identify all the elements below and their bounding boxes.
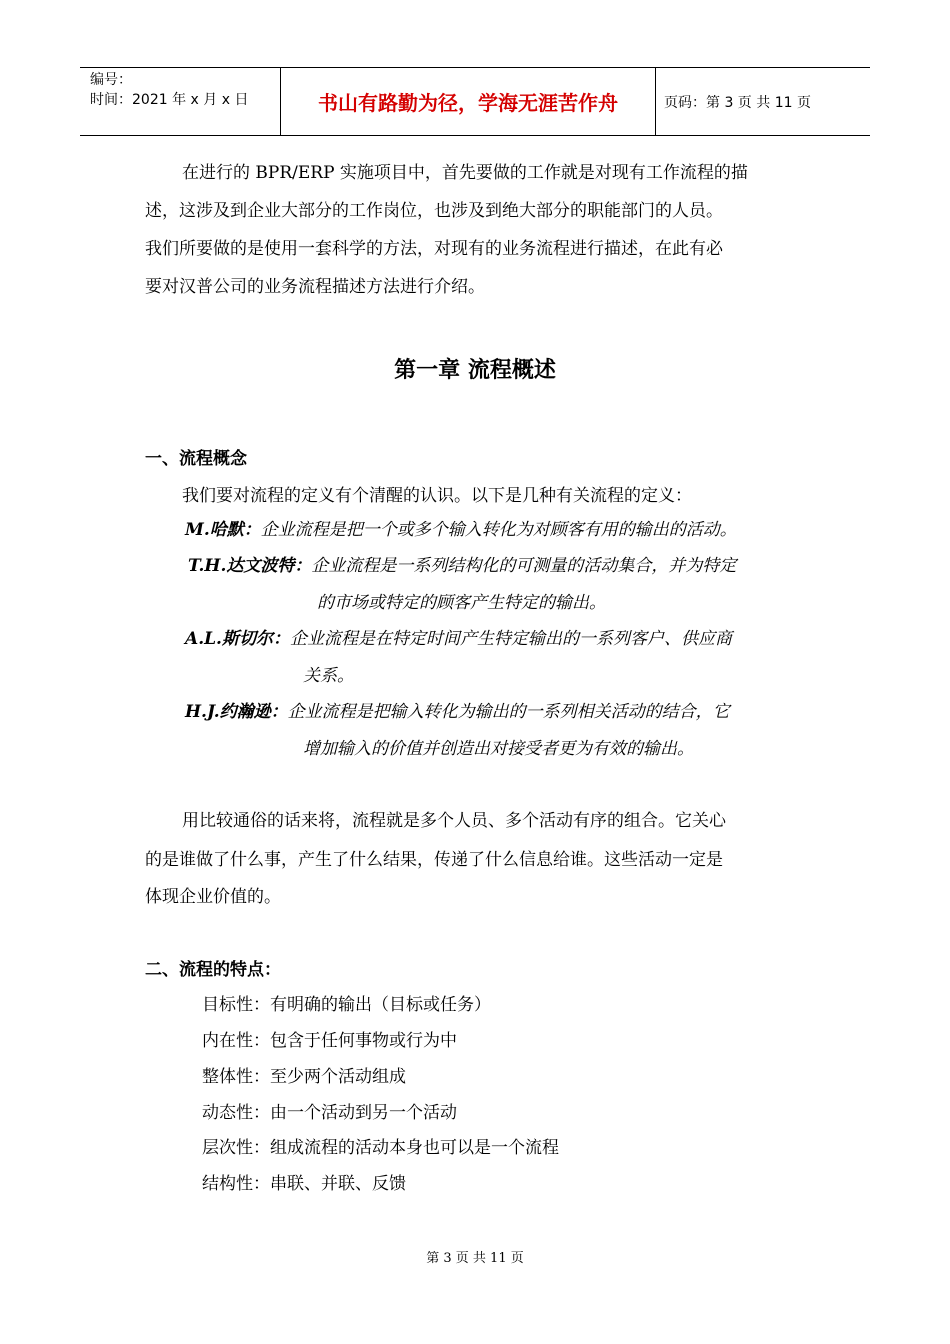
definition-author: A.L.斯切尔： [185, 629, 290, 649]
definition-davenport [188, 551, 736, 576]
section-heading: 二、流程的特点： [145, 960, 281, 980]
number-label: 编号： [90, 72, 132, 88]
definition-author: T.H.达文波特： [188, 556, 312, 576]
header-motto: 书山有路勤为径，学海无涯苦作舟 [281, 68, 656, 135]
intro-line: 在进行的 BPR/ERP 实施项目中，首先要做的工作就是对现有工作流程的描 [182, 163, 748, 183]
feature-item: 目标性：有明确的输出（目标或任务） [202, 995, 491, 1015]
feature-item: 整体性：至少两个活动组成 [202, 1067, 406, 1087]
definition-text: 关系。 [303, 666, 354, 686]
definition-johansson [185, 697, 730, 722]
summary-line: 体现企业价值的。 [145, 887, 281, 907]
section-heading: 一、流程概念 [145, 449, 247, 469]
date-label: 时间：2021 年 x 月 x 日 [90, 92, 249, 108]
definition-text: 企业流程是把一个或多个输入转化为对顾客有用的输出的活动。 [260, 520, 737, 540]
definition-text: 企业流程是一系列结构化的可测量的活动集合，并为特定 [311, 556, 737, 576]
intro-line: 述，这涉及到企业大部分的工作岗位，也涉及到绝大部分的职能部门的人员。 [145, 201, 723, 221]
definition-author: H.J.约瀚逊： [185, 702, 288, 722]
feature-item: 内在性：包含于任何事物或行为中 [202, 1031, 457, 1051]
definition-text: 企业流程是把输入转化为输出的一系列相关活动的结合，它 [287, 702, 730, 722]
page-footer: 第 3 页 共 11 页 [426, 1251, 524, 1266]
definition-text: 企业流程是在特定时间产生特定输出的一系列客户、供应商 [289, 629, 732, 649]
summary-line: 用比较通俗的话来将，流程就是多个人员、多个活动有序的组合。它关心 [182, 811, 726, 831]
definition-text: 的市场或特定的顾客产生特定的输出。 [317, 593, 606, 613]
page-header [80, 67, 870, 136]
definition-hammer [185, 515, 737, 540]
intro-line: 要对汉普公司的业务流程描述方法进行介绍。 [145, 277, 485, 297]
header-meta [80, 68, 281, 135]
chapter-title: 第一章 流程概述 [394, 358, 556, 383]
feature-item: 动态性：由一个活动到另一个活动 [202, 1103, 457, 1123]
definition-scherr [185, 624, 732, 649]
intro-line: 我们所要做的是使用一套科学的方法，对现有的业务流程进行描述，在此有必 [145, 239, 723, 259]
section-lead: 我们要对流程的定义有个清醒的认识。以下是几种有关流程的定义： [182, 486, 692, 506]
feature-item: 层次性：组成流程的活动本身也可以是一个流程 [202, 1138, 559, 1158]
definition-text: 增加输入的价值并创造出对接受者更为有效的输出。 [303, 739, 694, 759]
definition-author: M.哈默： [185, 520, 261, 540]
summary-line: 的是谁做了什么事，产生了什么结果，传递了什么信息给谁。这些活动一定是 [145, 850, 723, 870]
header-page-label: 页码：第 3 页 共 11 页 [664, 94, 811, 111]
feature-item: 结构性：串联、并联、反馈 [202, 1174, 406, 1194]
